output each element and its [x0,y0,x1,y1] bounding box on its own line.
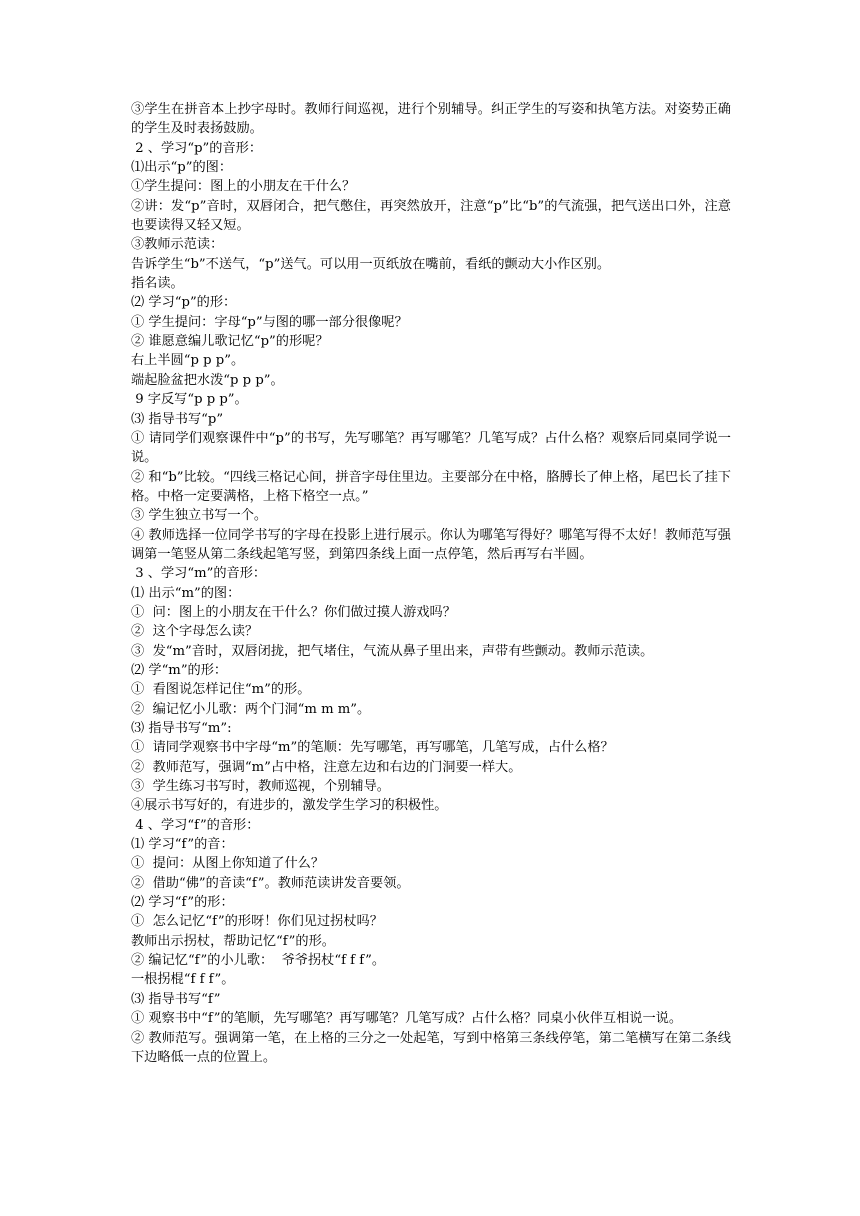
text-line: ② 借助“佛”的音读“f”。教师范读讲发音要领。 [131,875,410,891]
text-line: ② 编记忆小儿歌：两个门洞“m m m”。 [131,701,371,717]
text-line: ② 教师范写。强调第一笔，在上格的三分之一处起笔，写到中格第三条线停笔，第二笔横写在第二条线下边略低一点的位置上。 [131,1030,731,1065]
text-line: ⑴出示“p”的图： [131,160,233,176]
text-line: ③ 学生练习书写时，教师巡视，个别辅导。 [131,779,390,795]
text-line: ① 观察书中“f”的笔顺，先写哪笔？再写哪笔？几笔写成？占什么格？同桌小伙伴互相说一说。 [131,1011,683,1027]
text-line: ① 请同学们观察课件中“p”的书写，先写哪笔？再写哪笔？几笔写成？占什么格？观察后同桌同学说一说。 [131,430,731,466]
text-line: ① 看图说怎样记住“m”的形。 [131,682,311,698]
text-line: 端起脸盆把水泼“p p p”。 [131,372,284,388]
text-line: ②讲：发“p”音时，双唇闭合，把气憋住，再突然放开，注意“p”比“b”的气流强，把气送出口外，注意也要读得又轻又短。 [131,198,731,234]
text-line: 指名读。 [131,276,184,292]
text-line: 右上半圆“p p p”。 [131,353,245,369]
text-line: ① 学生提问：字母“p”与图的哪一部分很像呢？ [131,314,408,330]
text-line: 3 、学习“m”的音形： [131,566,267,582]
text-line: ② 谁愿意编儿歌记忆“p”的形呢？ [131,334,329,350]
text-line: ①学生提问：图上的小朋友在干什么？ [131,179,356,195]
text-line: ⑵ 学习“p”的形： [131,295,237,311]
text-line: ① 提问：从图上你知道了什么？ [131,856,325,872]
text-line: ③ 发“m”音时，双唇闭拢，把气堵住，气流从鼻子里出来，声带有些颤动。教师示范读。 [131,643,654,659]
text-line: ① 问：图上的小朋友在干什么？你们做过摸人游戏吗？ [131,604,456,620]
text-line: ① 请同学观察书中字母“m”的笔顺：先写哪笔，再写哪笔，几笔写成，占什么格？ [131,740,614,756]
text-line: 一根拐棍“f f f”。 [131,972,235,988]
text-line: ⑶ 指导书写“m”: [131,721,232,736]
text-line: ③学生在拼音本上抄字母时。教师行间巡视，进行个别辅导。纠正学生的写姿和执笔方法。对姿势正确的学生及时表扬鼓励。 [131,102,731,137]
text-line: ⑶ 指导书写“f” [131,991,221,1007]
text-line: 9 字反写“p p p”。 [131,392,248,408]
text-line: ⑵ 学“m”的形： [131,662,228,678]
text-line: 2 、学习“p”的音形： [131,140,263,156]
text-line: ⑴ 出示“m”的图： [131,585,241,601]
text-line: ② 编记忆“f”的小儿歌： 爷爷拐杖“f f f”。 [131,953,386,969]
text-line: ② 这个字母怎么读？ [131,624,259,640]
text-line: ⑴ 学习“f”的音： [131,837,234,853]
text-line: ② 教师范写，强调“m”占中格，注意左边和右边的门洞要一样大。 [131,759,522,775]
text-line: ⑶ 指导书写“p” [131,411,224,427]
text-line: ⑵ 学习“f”的形： [131,895,234,911]
text-line: ③教师示范读： [131,237,224,253]
text-line: 4 、学习“f”的音形： [131,817,260,833]
text-line: ① 怎么记忆“f”的形呀！你们见过拐杖吗？ [131,914,383,930]
text-line: ③ 学生独立书写一个。 [131,508,268,524]
text-line: 告诉学生“b”不送气，“p”送气。可以用一页纸放在嘴前，看纸的颤动大小作区别。 [131,256,611,272]
text-line: ④展示书写好的，有进步的，激发学生学习的积极性。 [131,798,448,814]
document-page [131,100,731,1067]
text-line: ④ 教师选择一位同学书写的字母在投影上进行展示。你认为哪笔写得好？哪笔写得不太好！教师范写强调第一笔竖从第二条线起笔写竖，到第四条线上面一点停笔，然后再写右半圆。 [131,527,731,562]
text-line: 教师出示拐杖，帮助记忆“f”的形。 [131,933,335,949]
text-line: ② 和“b”比较。“四线三格记心间，拼音字母住里边。主要部分在中格，胳膊长了伸上格，尾巴长了挂下格。中格一定要满格，上格下格空一点。” [131,469,731,504]
